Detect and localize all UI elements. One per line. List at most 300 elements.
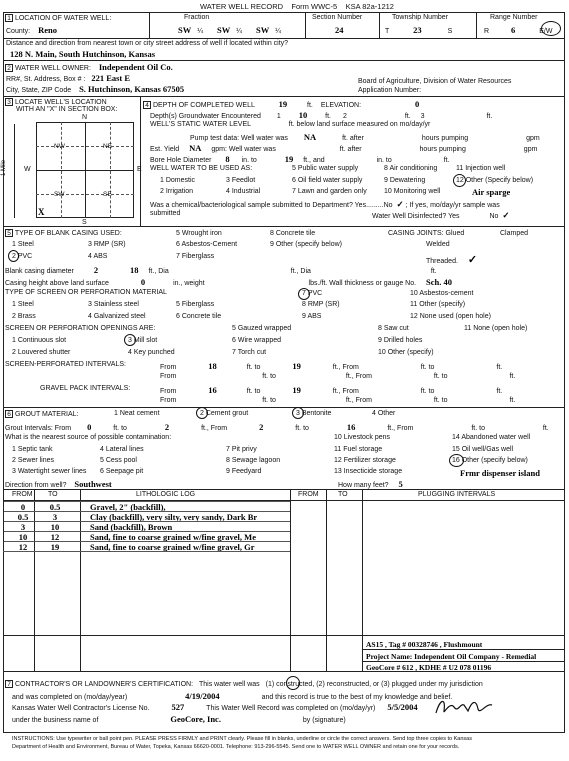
- from-label: ft., From: [332, 364, 359, 371]
- to-label: ft. to: [433, 373, 448, 380]
- use-4[interactable]: 4 Industrial: [226, 188, 261, 195]
- business-value[interactable]: GeoCore, Inc.: [170, 714, 221, 724]
- grout-label: GROUT MATERIAL:: [14, 411, 79, 418]
- form-title: [200, 2, 394, 11]
- range-label: Range Number: [490, 14, 538, 21]
- log-col-line: [362, 489, 363, 671]
- township-suffix: S: [447, 28, 453, 35]
- ew-circle: [541, 21, 561, 36]
- log-desc: Sand (backfill), Brown: [90, 522, 173, 532]
- gpm-label: gpm: [526, 135, 540, 142]
- use-8[interactable]: 8 Air conditioning: [384, 165, 438, 172]
- to-label: ft. to: [420, 364, 435, 371]
- height-value[interactable]: 0: [140, 277, 146, 287]
- grid-s: S: [82, 219, 87, 226]
- dia-label: ft., Dia: [290, 268, 311, 275]
- gpi-to-value[interactable]: 19: [292, 385, 301, 395]
- contam-1[interactable]: 1 Septic tank: [12, 446, 53, 453]
- grout-opt-4[interactable]: 4 Other: [372, 410, 396, 417]
- ft-label: ft.: [496, 364, 503, 371]
- log-header-to: TO: [48, 491, 58, 498]
- blank-diam-label: Blank casing diameter: [5, 268, 74, 275]
- grout-int-row: [5, 422, 549, 432]
- screen-opt-11[interactable]: 11 Other (specify): [410, 301, 466, 308]
- gauge-value[interactable]: Sch. 40: [426, 277, 452, 287]
- casing-opt-2[interactable]: 2 PVC: [12, 253, 33, 260]
- use-11[interactable]: 11 Injection well: [456, 165, 506, 172]
- county-row: [6, 25, 57, 35]
- use-1[interactable]: 1 Domestic: [160, 177, 196, 184]
- log-desc: Gravel, 2" (backfill),: [90, 502, 166, 512]
- license-label: Kansas Water Well Contractor's License No.: [12, 705, 150, 712]
- contam-7[interactable]: 7 Pit privy: [226, 446, 257, 453]
- bore-row: [150, 154, 450, 164]
- from-label: ft., From: [387, 425, 414, 432]
- table-row: [4, 501, 290, 511]
- section-number: 3: [5, 98, 13, 106]
- after-label: ft. after: [339, 146, 362, 153]
- street-value[interactable]: 221 East E: [91, 73, 131, 83]
- log-to: 19: [50, 542, 60, 552]
- grid-x-mark[interactable]: X: [38, 207, 45, 217]
- feet-value[interactable]: 5: [398, 479, 403, 489]
- divider: [305, 12, 306, 38]
- section-number: 2: [5, 64, 13, 72]
- casing-opt-3[interactable]: 3 RMP (SR): [88, 241, 126, 248]
- grid-w: W: [24, 166, 31, 173]
- log-to: 12: [50, 532, 60, 542]
- owner-value[interactable]: Independent Oil Co.: [98, 62, 173, 72]
- use-2[interactable]: 2 Irrigation: [160, 188, 194, 195]
- log-to: 3: [52, 512, 58, 522]
- direction-row: [5, 479, 112, 489]
- application-number-label: Application Number:: [358, 87, 422, 94]
- spi-row-2: [160, 373, 515, 380]
- divider: [149, 12, 150, 38]
- grout-to-2[interactable]: 16: [346, 422, 356, 432]
- gpi-row-1: [160, 385, 502, 395]
- section-number-label: Section Number: [312, 14, 363, 21]
- grid-dash: [36, 146, 134, 147]
- elevation-label: ELEVATION:: [320, 102, 362, 109]
- grout-int-label: Grout Intervals: From: [5, 425, 72, 432]
- log-to: 0.5: [49, 502, 61, 512]
- open-opt-1[interactable]: 1 Continuous slot: [12, 337, 67, 344]
- open-opt-6[interactable]: 6 Wire wrapped: [232, 337, 282, 344]
- casing-opt-7[interactable]: 7 Fiberglass: [176, 253, 215, 260]
- contam-label: What is the nearest source of possible contamination:: [5, 434, 172, 441]
- table-row: [4, 541, 290, 551]
- hours-label: hours pumping: [419, 146, 466, 153]
- screen-opt-6[interactable]: 6 Concrete tile: [176, 313, 222, 320]
- static-row: [150, 121, 430, 128]
- divider: [3, 551, 290, 552]
- grid-sw: SW: [54, 191, 65, 198]
- contam-9[interactable]: 9 Feedyard: [226, 468, 262, 475]
- depth-value[interactable]: 19: [278, 99, 288, 109]
- grid-dash: [36, 194, 134, 195]
- from-label: From: [160, 397, 177, 404]
- screen-opt-8[interactable]: 8 RMP (SR): [302, 301, 340, 308]
- form-title-text: WATER WELL RECORD: [200, 2, 284, 11]
- section-3-subtitle: WITH AN "X" IN SECTION BOX:: [16, 106, 118, 113]
- contam-12[interactable]: 12 Fertilizer storage: [334, 457, 396, 464]
- log-from: 3: [20, 522, 26, 532]
- sample-row: [150, 199, 500, 210]
- casing-opt-9[interactable]: 9 Other (specify below): [270, 241, 342, 248]
- grout-row: [5, 410, 78, 418]
- pump-row: [190, 132, 540, 142]
- use-10[interactable]: 10 Monitoring well: [384, 188, 441, 195]
- open-opt-5[interactable]: 5 Gauzed wrapped: [232, 325, 292, 332]
- grout-to-1[interactable]: 2: [164, 422, 170, 432]
- use-7[interactable]: 7 Lawn and garden only: [292, 188, 367, 195]
- casing-opt-6[interactable]: 6 Asbestos-Cement: [176, 241, 238, 248]
- blank-diam-row: [5, 265, 437, 275]
- screen-opt-4[interactable]: 4 Galvanized steel: [88, 313, 146, 320]
- to-label: ft. to: [246, 364, 261, 371]
- divider: [140, 96, 141, 226]
- height-label: Casing height above land surface: [5, 280, 109, 287]
- divider: [3, 38, 565, 39]
- cert-text-2: constructed, (2) reconstructed, or (3) plugged under my jurisdiction: [276, 681, 483, 688]
- screen-opt-1[interactable]: 1 Steel: [12, 301, 34, 308]
- record-date-value[interactable]: 5/5/2004: [387, 702, 418, 712]
- yield-row: [150, 143, 537, 153]
- casing-opt-4[interactable]: 4 ABS: [88, 253, 108, 260]
- use-label: WELL WATER TO BE USED AS:: [150, 165, 253, 172]
- open-opt-10[interactable]: 10 Other (specify): [378, 349, 434, 356]
- table-row: [4, 521, 290, 531]
- ft-label: ft.: [325, 113, 332, 120]
- ft-label: ft.: [509, 373, 516, 380]
- gpm-label: gpm: [523, 146, 538, 153]
- sample-checkmark-icon[interactable]: ✓: [396, 199, 404, 209]
- to-label: ft. to: [262, 397, 276, 404]
- log-header-from-2: FROM: [298, 491, 319, 498]
- completed-label: and was completed on (mo/day/year): [12, 694, 128, 701]
- weight-label: in., weight: [173, 280, 205, 287]
- use-3[interactable]: 3 Feedlot: [226, 177, 256, 184]
- street-label: RR#, St. Address, Box # :: [6, 76, 86, 83]
- gpi-row-2: [160, 397, 515, 404]
- cert-row-4: [12, 714, 346, 724]
- casing-row: [5, 229, 122, 237]
- county-value[interactable]: Reno: [38, 25, 57, 35]
- instructions-line-2: Department of Health and Environment, Bureau of Water, Topeka, Kansas 66620-0001. Telephone: 913-296-5545. Send one to WATER WELL OWNER and retain one for your records.: [12, 744, 460, 750]
- divider: [476, 12, 477, 38]
- casing-2-circle: [8, 250, 19, 262]
- grid-se: SE: [103, 191, 112, 198]
- screen-opt-7[interactable]: 7 PVC: [302, 290, 323, 297]
- blank-to-value[interactable]: 18: [130, 265, 139, 275]
- height-row: [5, 277, 452, 287]
- divider: [3, 96, 565, 97]
- from-label: ft., From: [201, 425, 228, 432]
- screen-opt-5[interactable]: 5 Fiberglass: [176, 301, 215, 308]
- section-3-title: LOCATE WELL'S LOCATION: [14, 99, 107, 106]
- section-number-value[interactable]: 24: [335, 25, 344, 35]
- depth-label: DEPTH OF COMPLETED WELL: [152, 102, 255, 109]
- open-opt-2[interactable]: 2 Louvered shutter: [12, 349, 71, 356]
- from-label: ft., From: [345, 373, 372, 380]
- signature[interactable]: [432, 693, 496, 719]
- gpm-well-label: gpm: Well water was: [211, 146, 276, 153]
- disinfected-row: [372, 210, 510, 221]
- divider: [3, 226, 565, 227]
- bore-to-value[interactable]: 19: [284, 154, 294, 164]
- use-5[interactable]: 5 Public water supply: [292, 165, 359, 172]
- blank-diam-value[interactable]: 2: [93, 265, 99, 275]
- ft-label: ft.: [486, 113, 493, 120]
- screen-7-circle: [298, 288, 310, 300]
- screen-opt-12[interactable]: 12 None used (open hole): [410, 313, 491, 320]
- log-desc: Sand, fine to coarse grained w/fine gravel, Gr: [90, 542, 255, 552]
- section-number: 7: [5, 680, 13, 688]
- divider: [3, 635, 565, 636]
- township-prefix: T: [385, 28, 390, 35]
- sample-tail: ; If yes, mo/day/yr sample was: [405, 202, 500, 209]
- geocore-line: GeoCore # 612 , KDHE # U2 078 01196: [366, 663, 492, 672]
- joints-label: CASING JOINTS: Glued: [388, 230, 465, 237]
- divider: [3, 60, 565, 61]
- section-1-title: LOCATION OF WATER WELL:: [14, 15, 112, 22]
- quarter-symbol: ¼: [236, 28, 243, 35]
- township-row: [385, 25, 452, 35]
- feet-row: [338, 479, 403, 489]
- gpi-from-value[interactable]: 16: [208, 385, 217, 395]
- owner-row: [5, 62, 173, 72]
- cert-text-1: This water well was: [198, 681, 260, 688]
- gw-1-value[interactable]: 10: [298, 110, 308, 120]
- divider: [379, 12, 380, 38]
- submitted-label: submitted: [150, 210, 181, 217]
- form-number: Form WWC-5: [291, 2, 338, 11]
- welded-label: Welded: [426, 241, 450, 248]
- grout-3-circle: [292, 407, 304, 419]
- log-from: 12: [18, 542, 28, 552]
- bore-value[interactable]: 8: [225, 154, 230, 164]
- section-number: 5: [5, 229, 13, 237]
- ft-label: ft.: [509, 397, 516, 404]
- to-label: ft. to: [295, 425, 309, 432]
- from-label: ft., From: [332, 388, 359, 395]
- section-number: 6: [5, 410, 13, 418]
- use-9[interactable]: 9 Dewatering: [384, 177, 426, 184]
- pump-value[interactable]: NA: [303, 132, 317, 142]
- log-header-from: FROM: [12, 491, 33, 498]
- open-opt-11[interactable]: 11 None (open hole): [464, 325, 528, 332]
- log-header-plugging: PLUGGING INTERVALS: [418, 491, 496, 498]
- by-signature-label: by (signature): [302, 717, 346, 724]
- bore-label: Bore Hole Diameter: [150, 157, 212, 164]
- open-opt-4[interactable]: 4 Key punched: [128, 349, 175, 356]
- gw-3: 3: [420, 113, 425, 120]
- grid-ne: NE: [103, 143, 113, 150]
- other-use-value[interactable]: Air sparge: [472, 187, 511, 197]
- contam-2[interactable]: 2 Sewer lines: [12, 457, 55, 464]
- mile-line: [14, 124, 15, 218]
- use-6[interactable]: 6 Oil field water supply: [292, 177, 363, 184]
- business-label: under the business name of: [12, 717, 99, 724]
- open-3-circle: [124, 334, 136, 346]
- range-ew[interactable]: E/W: [539, 28, 553, 35]
- ft-label: ft.: [542, 425, 549, 432]
- to-label: ft. to: [420, 388, 435, 395]
- contam-11[interactable]: 11 Fuel storage: [334, 446, 383, 453]
- screen-label: TYPE OF SCREEN OR PERFORATION MATERIAL: [5, 289, 167, 296]
- grid-horizontal: [36, 170, 134, 171]
- contam-16-circle: [449, 454, 464, 467]
- groundwater-label: Depth(s) Groundwater Encountered: [150, 113, 261, 120]
- casing-opt-1[interactable]: 1 Steel: [12, 241, 34, 248]
- record-completed-label: This Water Well Record was completed on (mo/day/yr): [206, 705, 376, 712]
- contam-10[interactable]: 10 Livestock pens: [334, 434, 391, 441]
- cert-label: CONTRACTOR'S OR LANDOWNER'S CERTIFICATION:: [14, 681, 194, 688]
- owner-label: WATER WELL OWNER:: [14, 65, 91, 72]
- board-label: Board of Agriculture, Division of Water Resources: [358, 78, 512, 85]
- open-opt-8[interactable]: 8 Saw cut: [378, 325, 409, 332]
- threaded-checkmark-icon[interactable]: ✓: [467, 254, 478, 266]
- contam-14[interactable]: 14 Abandoned water well: [452, 434, 531, 441]
- grout-from-2[interactable]: 2: [259, 422, 264, 432]
- from-label: From: [160, 373, 177, 380]
- after-label: ft. after: [342, 135, 364, 142]
- screen-opt-3[interactable]: 3 Stainless steel: [88, 301, 139, 308]
- record-text: and this record is true to the best of my knowledge and belief.: [261, 694, 453, 701]
- contam-6[interactable]: 6 Seepage pit: [100, 468, 144, 475]
- fraction-row: [178, 25, 281, 35]
- license-value[interactable]: 527: [171, 702, 185, 712]
- project-line: Project Name: Independent Oil Company - Remedial: [366, 652, 537, 661]
- pump-label: Pump test data: Well water was: [190, 135, 288, 142]
- screen-opt-10[interactable]: 10 Asbestos-cement: [410, 290, 474, 297]
- how-many-label: How many feet?: [338, 482, 389, 489]
- from-label: From: [160, 364, 177, 371]
- use-12[interactable]: 12 Other (Specify below): [456, 177, 534, 184]
- quarter-symbol: ¼: [197, 28, 204, 35]
- open-opt-3[interactable]: 3 Mill slot: [128, 337, 158, 344]
- range-value[interactable]: 6: [511, 25, 516, 35]
- yield-value[interactable]: NA: [189, 143, 202, 153]
- dia-label: ft., Dia: [148, 268, 169, 275]
- contam-5[interactable]: 5 Cess pool: [100, 457, 137, 464]
- ft-label: ft.: [307, 102, 313, 109]
- city-value[interactable]: S. Hutchinson, Kansas 67505: [79, 84, 185, 94]
- in-to-label: in. to: [241, 157, 257, 164]
- disinfected-label: Water Well Disinfected? Yes: [372, 213, 460, 220]
- divider: [362, 661, 565, 662]
- contam-4[interactable]: 4 Lateral lines: [100, 446, 144, 453]
- divider: [3, 407, 565, 408]
- disinfected-checkmark-icon[interactable]: ✓: [502, 210, 510, 220]
- log-to: 10: [50, 522, 60, 532]
- static-tail: ft. below land surface measured on mo/day/yr: [288, 121, 431, 128]
- grout-opt-3[interactable]: 3 Bentonite: [296, 410, 332, 417]
- open-opt-9[interactable]: 9 Drilled holes: [378, 337, 423, 344]
- section-number: 1: [5, 14, 13, 22]
- gw-1: 1: [276, 113, 281, 120]
- contam-15[interactable]: 15 Oil well/Gas well: [452, 446, 514, 453]
- direction-label: Direction from well?: [5, 482, 67, 489]
- spi-to-value[interactable]: 19: [292, 361, 301, 371]
- casing-opt-8[interactable]: 8 Concrete tile: [270, 230, 316, 237]
- elevation-value[interactable]: 0: [414, 99, 420, 109]
- log-desc: Sand, fine to coarse grained w/fine gravel, Me: [90, 532, 256, 542]
- screen-opt-9[interactable]: 9 ABS: [302, 313, 322, 320]
- direction-value[interactable]: Southwest: [74, 479, 112, 489]
- log-col-line: [326, 489, 327, 671]
- spi-from-value[interactable]: 18: [208, 361, 217, 371]
- fraction-q2[interactable]: SW: [216, 25, 231, 35]
- screen-opt-2[interactable]: 2 Brass: [12, 313, 36, 320]
- casing-opt-5[interactable]: 5 Wrought iron: [176, 230, 222, 237]
- grid-dash: [61, 122, 62, 218]
- contam-16[interactable]: 16 Other (specify below): [452, 457, 528, 464]
- yield-label: Est. Yield: [150, 146, 180, 153]
- street-row: [6, 73, 130, 83]
- threaded-label: Threaded.: [426, 258, 458, 265]
- divider: [3, 671, 565, 672]
- spi-row-1: [160, 361, 502, 371]
- lbs-label: lbs./ft. Wall thickness or gauge No.: [308, 280, 417, 287]
- casing-label: TYPE OF BLANK CASING USED:: [14, 230, 122, 237]
- city-row: [6, 84, 184, 94]
- open-opt-7[interactable]: 7 Torch cut: [232, 349, 267, 356]
- ft-label: ft.: [496, 388, 503, 395]
- log-from: 10: [18, 532, 28, 542]
- grid-e: E: [137, 166, 142, 173]
- log-header-to-2: TO: [338, 491, 348, 498]
- ft-label: ft.: [430, 268, 437, 275]
- log-from: 0.5: [17, 512, 29, 522]
- constructed-option[interactable]: (1): [265, 681, 275, 688]
- tag-line: AS15 , Tag # 00328746 , Flushmount: [366, 640, 483, 649]
- contam-13[interactable]: 13 Insecticide storage: [334, 468, 403, 475]
- hours-label: hours pumping: [421, 135, 469, 142]
- grid-dash: [110, 122, 111, 218]
- clamped-label: Clamped: [500, 230, 529, 237]
- address-value[interactable]: 128 N. Main, South Hutchinson, Kansas: [10, 49, 156, 59]
- grout-opt-2[interactable]: 2 Cement grout: [200, 410, 249, 417]
- fraction-label: Fraction: [184, 14, 210, 21]
- cert-row-3: [12, 702, 418, 712]
- instructions-line-1: INSTRUCTIONS: Use typewriter or ball point pen. PLEASE PRESS FIRMLY and PRINT clearly. Please fill in blanks, underline or circle the correct answers. Send top three copies to Kansas: [12, 736, 472, 742]
- other-source-value[interactable]: Frmr dispenser island: [460, 468, 540, 478]
- completed-value[interactable]: 4/19/2004: [185, 691, 220, 701]
- spi-label: SCREEN-PERFORATED INTERVALS:: [5, 361, 126, 368]
- gpi-label: GRAVEL PACK INTERVALS:: [40, 385, 131, 392]
- township-value[interactable]: 23: [413, 25, 422, 35]
- in-to-label: in. to: [376, 157, 392, 164]
- form-ksa: KSA 82a-1212: [345, 2, 394, 11]
- fraction-q1[interactable]: SW: [178, 25, 192, 35]
- city-label: City, State, ZIP Code: [6, 87, 72, 94]
- contam-8[interactable]: 8 Sewage lagoon: [226, 457, 281, 464]
- grout-opt-1[interactable]: 1 Neat cement: [114, 410, 160, 417]
- openings-label: SCREEN OR PERFORATION OPENINGS ARE:: [5, 325, 156, 332]
- log-desc: Clay (backfill), very silty, very sandy, Dark Br: [90, 512, 258, 522]
- fraction-q3[interactable]: SW: [255, 25, 270, 35]
- contam-3[interactable]: 3 Watertight sewer lines: [12, 468, 87, 475]
- range-prefix: R: [484, 28, 490, 35]
- section-1-heading: [5, 14, 111, 22]
- grout-from-1[interactable]: 0: [87, 422, 92, 432]
- county-label: County:: [6, 28, 31, 35]
- use-12-circle: [453, 174, 466, 187]
- log-col-line: [290, 489, 291, 671]
- log-header-litho: LITHOLOGIC LOG: [136, 491, 196, 498]
